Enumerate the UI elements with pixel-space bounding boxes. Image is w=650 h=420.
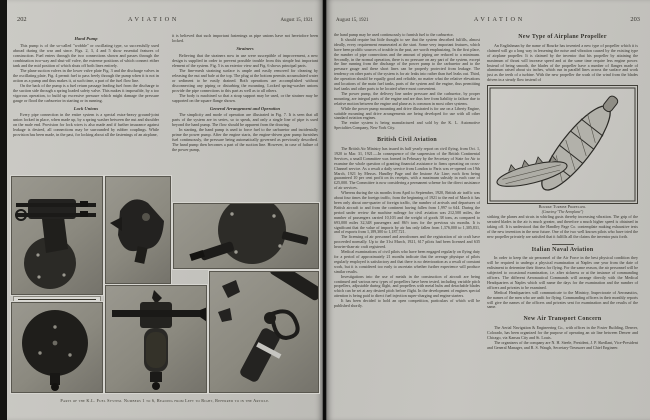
article-heading-british-civil-aviation: British Civil Aviation xyxy=(377,137,437,144)
page-number: 203 xyxy=(630,16,640,23)
section-heading-lock-unions: Lock Unions xyxy=(73,105,99,111)
issue-date: August 15, 1921 xyxy=(280,18,313,23)
paragraph: While the power pump mounting and drive illustrated is for use on a Liberty Engine, suitable mounting and drive arrangements are being developed for use with all other standard aviation engines. xyxy=(334,105,480,121)
paragraph: In order to keep the air personnel of the Air Force in the best physical condition they will be required to undergo a physical examination at Naples one year from the date of enlistment to determine their fitness for flying. For the same reason, the air personnel will be subjected to occasional examination, i.e. after sickness or at the instance of commanding officers. The different Aeronautical Commands will arrange directly with the Medical Headquarters at Naples which will name the days for the examination and the number of officers and privates to be examined. xyxy=(487,255,638,290)
paragraph: Medical Headquarters will communicate to the Ministry, Inspectorate of Aeronautics, the names of the men who are unfit for flying. Commanding officers in their monthly reports will give the names of the officers and privates sent for examination and the results of the same. xyxy=(487,289,638,310)
paragraph: The Aerial Navigation & Engineering Co., with offices in the Foster Building, Denver, Colorado, has been organized for the purpose of operating an air line between Denver and Chicago, via Kansas City and St. Louis. xyxy=(487,325,638,341)
paragraph: The power pump, the delivery line under pressure and the carburetor, by proper mounting, are integral parts of the engine and are thus free from liability to failure due to relative motion between the engine and plane as is common in most other systems. xyxy=(334,90,480,106)
paragraph: This pump is of the so-called "wobble" or oscillating type, so successfully used abroad during the war and since. Figs. 2, 3, 4 and 5 show essential features of construction. Fuel enters through the two connections shown and passes through the combination two-way and shut-off valve, the extreme positions of which connect either tank and the mid position of which shuts off both lines entirely. xyxy=(13,42,159,68)
paragraph: An Englishman by the name of Bourke has invented a new type of propeller which it is claimed will go a long way in lessening the noise and vibration caused by the existing type of airplane propeller. It is claimed by the inventor that his propeller by attaining the maximum of thrust will increase speed and at the same time require less engine power. Instead of being smooth, the blades of the propeller have a number of flanges made of aluminum raised about six inches, which run in parallel lines across the surface and work just as the teeth of a turbine. With the new propeller the wash of the wind from the blades driven in a steady flow instead of xyxy=(487,42,638,83)
paragraph: It has been decided to hold an open competition, particulars of which will be published shortly. xyxy=(334,298,480,309)
paragraph: The entire system is being manufactured and sold by the K. L. Automotive Specialties Company, New York City. xyxy=(334,120,480,131)
right-page-header xyxy=(336,16,640,23)
paragraph: The licensing of air personnel and aerodromes and the registration of air craft have proceeded normally. Up to the 31st March, 1921, 617 pilots had been licensed and 635 heavier-than-air craft registered. xyxy=(334,234,480,250)
paragraph: The British Air Ministry has issued its half yearly report on civil flying, from Oct. 1, 1920 to Mar. 31, 1921.—In consequence of the suspension of the British Continental Services, a small Committee was formed in February by the Secretary of State for Air to examine the whole question of granting financial assistance to firms operating on cross-Channel service. As a result a daily service from London to Paris was re-opened on 19th March, 1921 by Messrs. Handley Page and the Instone Air Line; each firm being guaranteed 10 per cent profit on its receipts, with a maximum subsidy in each case of £25,000. The Committee is now considering a permanent scheme for the direct assistance of air services. xyxy=(334,146,480,191)
paragraph: Whereas during the six months from April to September, 1920, British air traffic was about four times the foreign traffic, from the beginning of 1921 to the end of March it has been only about one-quarter of foreign traffic, the number of arrivals and departures of British aircraft to and from the continent having fallen from 1,997 to 644. During the period under review the machine mileage for civil aviation was 212,500 miles, the number of passengers carried 10,103 and the weight of goods 38 tons, as compared to 693,000 miles 32,348 passengers and 86½ tons for the previous six months. It is significant that the value of imports by air has only fallen from 1,376,000 to 1,305,831, and of exports from 1,189,300 to 1,187,721. xyxy=(334,190,480,235)
photo-union-and-valve-parts xyxy=(210,272,318,392)
photo-pump-side-view xyxy=(106,177,170,283)
article-heading-italian-naval-aviation: Italian Naval Aviation xyxy=(531,246,594,253)
paragraph: Medical examinations of civil pilots who have been engaged regularly on flying duty for a period of approximately 21 months indicate that the average physique of pilots regularly employed is satisfactory and that there is no deterioration as a result of constant work, but it is considered too early to ascertain whether further experience will produce similar results. xyxy=(334,249,480,274)
photo-mounting-flange-plate xyxy=(174,204,318,268)
page-number: 202 xyxy=(17,16,27,23)
paragraph: striking the planes and struts in whirling gusts thereby increasing vibration. The grip of the serrated blades in the air is much greater, and therefore a much higher speed is obtained in taking off. It is understood that the Handley Page Co. contemplate making exhaustive tests of the new invention in the near future. One of the two well known pilots who have tried the new propeller privately are satisfied that it fulfills all the claims the inventor puts forth. xyxy=(487,213,638,239)
journal-title: AVIATION xyxy=(473,16,526,23)
paragraph: it is believed that such important fastenings as pipe unions have not heretofore been locked. xyxy=(172,33,318,43)
paragraph: In starting, the hand pump is used to force fuel to the carburetor and incidentally prime the power pump. After the engine starts, the engine-driven gear pump furnishes fuel continuously, the pressure being automatically governed as previously described. The hand pump then becomes a part of the suction line. However, in case of failure of the power pump, xyxy=(172,127,318,152)
paragraph: Every pipe connection in the entire system is a special extra-heavy ground-joint union locked in place, when made up, by a spring washer between the nut and shoulder on the male end. Provision for lock wires is also made and if further insurance against leakage is desired, all connections may be surrounded by rubber couplings. While provision has been made, in the past, for locking about all the fastenings of an airplane, xyxy=(13,112,159,137)
paragraph: The organizers of the company are N. H. Steele, President, J. P. Skedlant, Vice-President and General Manager, and R. S. Waugh, Secretary-Treasurer and Chief Engineer. xyxy=(487,340,638,350)
journal-title: AVIATION xyxy=(127,16,180,23)
left-page-column-2 xyxy=(172,33,318,201)
section-heading-general-arrangement: General Arrangement and Operation xyxy=(209,105,281,111)
article-heading-new-air-transport-concern: New Air Transport Concern xyxy=(523,316,602,323)
left-page xyxy=(7,0,323,420)
photo-hand-pump-front-view xyxy=(12,177,102,294)
paragraph: The plane suction valves in the lower valve plate Fig. 3 and the discharge valves in the oscillating plate, Fig. 4 permit fuel to pass freely through the pump when it is not in action as a pump and thus makes it, at such time, a part of the fuel flow line. xyxy=(13,67,159,83)
right-page-column-2 xyxy=(487,33,638,414)
section-heading-hand-pump: Hand Pump xyxy=(74,36,98,41)
paragraph: Investigations into the use of metals in the construction of aircraft are being continued and various new types of propellers have been tested, including variable pitch propellers, adjustable during flight, and propellers with metal hubs and detachable blades which can be set at any desired pitch before flight. In the development of engines special attention is being paid to direct fuel injection super-charging and engine starters. xyxy=(334,273,480,299)
right-page-column-1 xyxy=(334,33,480,413)
paragraph: The body is machined so that a strap support may be used, or the strainer may be supported on the square flange shown. xyxy=(172,92,318,103)
right-page xyxy=(326,0,650,420)
paragraph: The fine-mesh straining surface is ample and easily removed for cleaning by releasing the nut and bale at the top. The plug at the bottom permits accumulated water or sediment to be easily drained. Both operations are accomplished without disconnecting any piping or disturbing the mounting. Locked spring-washer unions provide the pipe connections to this part as well as to all others. xyxy=(172,67,318,93)
article-heading-new-propeller: New Type of Airplane Propeller xyxy=(518,34,607,40)
photo-valve-plate-disc xyxy=(12,303,102,392)
page-gutter xyxy=(322,0,327,420)
left-page-column-1 xyxy=(13,33,159,174)
paragraph: It should require but little thought to see that the system described fulfills, almost ideally, every requirement enumerated at the start. Some very important features, which have been prolific sources of trouble in the past, are worth emphasizing. In the first place, the number of pipe connections and the amount of piping are reduced to a minimum. Secondly, in the normal operation, there is no pressure on any part of the system, except the line running from the discharge of the power pump to the carburetor and to the pressure gauge and these short lines can be properly protected from leakage. The tendency on other parts of the system is for air leaks into rather than fuel leaks out. Third, the operation should be equally good and reliable, no matter what the relative elevations and locations of the main fuel tanks, parts of the system and the engine, thus permitting fuel tanks and other parts to be located where most convenient. xyxy=(334,36,480,91)
paragraph: On the back of the pump is a fuel return passage leading fuel from the discharge to the suction side through a spring loaded safety valve. This makes it impossible, by a too vigorous operation, to build up excessive pressure which might damage the pressure gauge or flood the carburetor in starting or in running. xyxy=(13,82,159,103)
left-page-header xyxy=(17,16,313,23)
figure-caption-fuel-system: Parts of the K.L. Fuel System. Numbers 1 to 6, Reading from Left to Right, Referred to in the Article. xyxy=(60,398,270,403)
photo-strainer-assembly xyxy=(106,286,206,392)
section-divider xyxy=(552,244,574,245)
section-heading-strainers: Strainers xyxy=(236,46,254,51)
photo-scale-strip xyxy=(14,297,100,302)
paragraph: Believing that the strainers now in use were susceptible of improvement, a new design is supplied in order to prevent possible trouble from this simple but important element of the system. Fig. 5 is an exterior view and Fig. 6 shows principal parts. xyxy=(172,52,318,68)
issue-date: August 15, 1921 xyxy=(336,18,369,23)
propeller-drawing xyxy=(487,85,638,204)
paragraph: The simplicity and mode of operation are illustrated in Fig. 7. It is seen that all parts of the system are in series, so to speak, and only a single line of pipe is used beyond the hand pump. The flow should be apparent from the drawing. xyxy=(172,112,318,127)
figure-caption-propeller-credit: (Courtesy "The Aeroplane") xyxy=(541,210,584,215)
paragraph: the hand pump may be used continuously to furnish fuel to the carburetor. xyxy=(334,33,454,37)
figure-caption-propeller: Bourke Turbine Propeller. xyxy=(538,204,587,210)
